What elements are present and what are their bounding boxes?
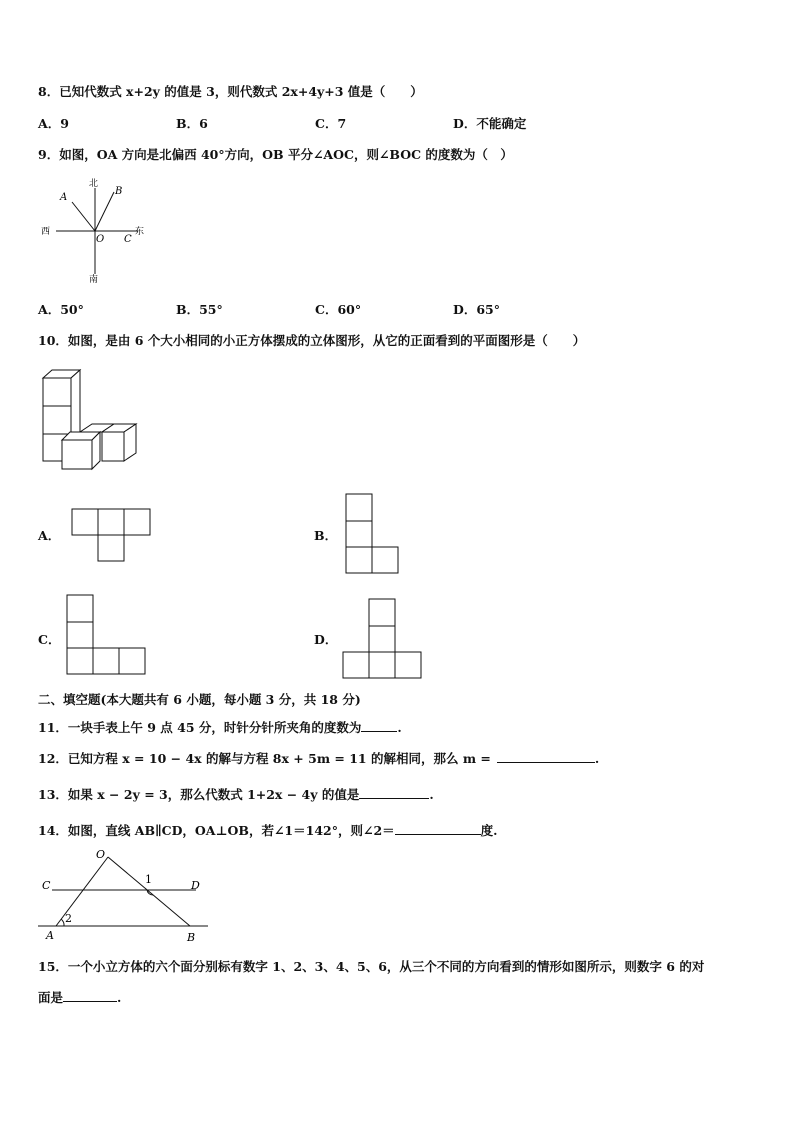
q10-cube-figure <box>38 366 138 470</box>
q12-answer-blank[interactable] <box>497 750 595 763</box>
q13-answer-blank[interactable] <box>359 786 429 799</box>
q10-stem: 10．如图，是由 6 个大小相同的小正方体摆成的立体图形，从它的正面看到的平面图形是（ ） <box>38 333 586 348</box>
q11-answer-blank[interactable] <box>361 719 397 732</box>
q10-option-a-shape <box>71 508 153 562</box>
q14-line <box>38 822 498 839</box>
q15-answer-blank[interactable] <box>63 989 117 1002</box>
q15-line1: 15．一个小立方体的六个面分别标有数字 1、2、3、4、5、6，从三个不同的方向看到的情形如图所示，则数字 6 的对 <box>38 959 705 974</box>
q9-option-a: A．50° <box>38 302 84 317</box>
q14-label-1: 1 <box>145 873 152 886</box>
q12-stem: 12．已知方程 x = 10 − 4x 的解与方程 8x + 5m = 11 的解相同，那么 m = <box>38 751 491 766</box>
q9-option-d: D．65° <box>453 302 500 317</box>
q14-label-o: O <box>96 848 106 861</box>
q9-label-b: B <box>115 186 123 197</box>
q8-option-a: A．9 <box>38 116 69 131</box>
q15-stem-end: 面是 <box>38 990 64 1005</box>
q10-option-a-label: A． <box>38 528 61 543</box>
q14-label-b: B <box>187 931 196 944</box>
section2-heading: 二、填空题(本大题共有 6 小题，每小题 3 分，共 18 分) <box>38 692 361 707</box>
q12-line <box>38 750 599 767</box>
q10-option-c-shape <box>66 594 148 676</box>
q11-line <box>38 719 402 736</box>
q10-option-d-label: D． <box>314 632 338 647</box>
q15-end: . <box>117 990 122 1005</box>
q14-label-2: 2 <box>65 912 72 925</box>
q9-label-west: 西 <box>41 227 51 237</box>
q13-stem: 13．如果 x − 2y = 3，那么代数式 1+2x − 4y 的值是 <box>38 787 360 802</box>
q14-label-d: D <box>191 879 200 892</box>
q14-label-c: C <box>42 879 51 892</box>
q11-stem: 11．一块手表上午 9 点 45 分，时针分针所夹角的度数为 <box>38 720 362 735</box>
q9-label-o: O <box>96 234 105 245</box>
q8-option-b: B．6 <box>176 116 208 131</box>
q10-option-b-label: B． <box>314 528 338 543</box>
q14-answer-blank[interactable] <box>395 822 481 835</box>
q10-option-c-label: C． <box>38 632 61 647</box>
q9-label-c: C <box>124 234 132 245</box>
q14-parallel-lines-figure <box>36 846 212 946</box>
q9-stem: 9．如图，OA 方向是北偏西 40°方向，OB 平分∠AOC，则∠BOC 的度数为（ ） <box>38 147 513 162</box>
q9-label-a: A <box>60 192 68 203</box>
q8-option-d: D．不能确定 <box>453 116 527 131</box>
q13-line <box>38 786 434 803</box>
q11-end: . <box>397 720 402 735</box>
q13-end: . <box>429 787 434 802</box>
q14-stem: 14．如图，直线 AB∥CD，OA⊥OB，若∠1＝142°，则∠2＝ <box>38 823 395 838</box>
q12-end: . <box>594 751 600 766</box>
q14-label-a: A <box>46 929 54 942</box>
q10-option-b-shape <box>345 493 401 575</box>
q9-compass-figure <box>38 174 148 284</box>
q8-stem: 8．已知代数式 x+2y 的值是 3，则代数式 2x+4y+3 值是（ ） <box>38 84 423 99</box>
q14-end: 度. <box>480 823 498 838</box>
q10-option-d-shape <box>342 598 424 680</box>
q15-line2 <box>38 989 121 1006</box>
q9-option-b: B．55° <box>176 302 223 317</box>
q9-label-south: 南 <box>89 275 99 285</box>
q9-label-east: 东 <box>135 227 145 237</box>
q8-option-c: C．7 <box>315 116 347 131</box>
q9-option-c: C．60° <box>315 302 362 317</box>
q9-label-north: 北 <box>89 179 99 189</box>
